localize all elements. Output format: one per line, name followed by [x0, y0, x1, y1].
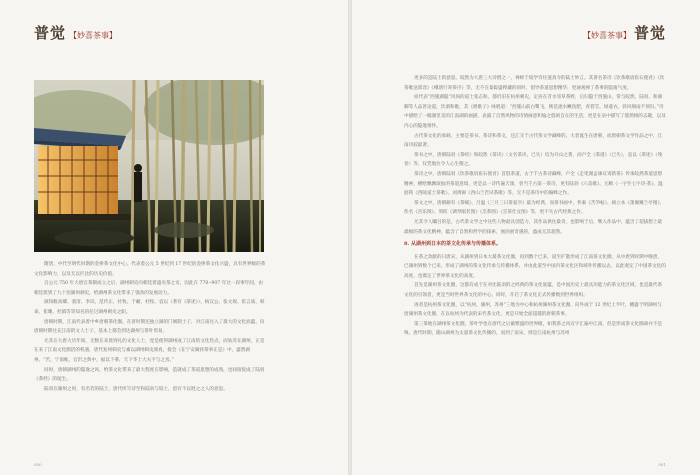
- paragraph: 颜知帆高卿、裴清、李识、范传正、杜牧、于頔、杜牧、袁以（著有《茶述》）、杨汉公、张文规、崔言质、韩泰、崔珊、杜镇等等知名的任过湖州刺史之职。: [34, 300, 265, 315]
- paragraph: 古代茶文化的承载，主要是茶书、茶诗和茶文，还汇交于古代茶文学巅峰的。大者诞生在唐朝，而唐朝茶文学作品之中，江南功较最著。: [404, 133, 663, 149]
- bamboo-tea-house-photo: [34, 80, 264, 252]
- paragraph: 再者是杭州茶文化圈，以“杭州，湖州，苏州”三地为中心和杭州湖州茶文化圈，向外成于 12 世纪上半叶，概盛于明湖州与唐湖州茶文化圈，在以杭州为代表的宋代茶文化，更是开始全面超越的唐朝茶事。: [404, 302, 662, 318]
- paragraph: 首先是湖州茶文化圈，这都有成于在对比陆羽的之经典的茶文化底蕴，是中国历史上最具功能力的茶文化区域，也是最代茶文化的引领者，更是当时世界茶文化的中心。同时，开启了茶文化正式传播数到世界组织。: [404, 283, 663, 299]
- brand-logo: 普觉: [34, 24, 67, 42]
- section-heading: 8. 从湖州到日本的茶文化传承与传播体系。: [404, 241, 501, 248]
- paragraph: 自公元 750 年大唐官茶制成立之后，湖州刺史向朝廷着盛贡茶之贡，因此在 770--907 年这一段事年间，由朝廷派到了九十佰湖州刺史，给湖州茶文化带来了强劲的发展动力。: [34, 281, 264, 296]
- brand-logo: 普觉: [633, 24, 666, 42]
- paragraph: 陆羽在湖州之时，有名若的陆士，唐代所写诗至和陆羽与皎士，留有不以胜之之人的意思。: [44, 386, 228, 392]
- page-number: 050: [34, 462, 42, 467]
- section-label: 【妙喜茶事】: [69, 31, 118, 40]
- section-label: 【妙喜茶事】: [582, 31, 631, 40]
- paragraph: 茶诗之中，唐朝陆羽《饮茶歌诮崔石使君》首倡茶道，古于千古茶诗巅峰，卢全《走笔谢孟谏议寄新茶》传承皎然茶道思想精神，横绘飘飘欲仙的茶道意境，更是以一诗传遍天康，曾当千古第一茶诗，更有陆羽《六美歌》、元稹《一字至七字诗·茶》、温庭筠《西陵道士茶歌》、刘禹锡《西山兰若试茶歌》等，无不是茶诗中的巅峰之作。: [404, 171, 663, 197]
- paragraph: 茶书之中，唐朝陆羽《茶经》和皎然《茶诀》（文名茶诀，已失）均为开山之著，而卢全《茶谱》（已失），袁以《茶述》（残卷）等，仅凭地位令人心生敬之。: [404, 152, 663, 168]
- right-page-body: [404, 74, 666, 339]
- paragraph: 而代表“西施湖隐”风尚的道士张志和，都仍旧在杭州刺史，定居在苕水邻草茶野，后归隐于西施山，常与皎然、陆羽、和颜卿等人品茗论道，饮酒和歌，其《渔歌子》咏唱道：“西施山前白鹭飞，桃花流水鳜鱼肥，青箬笠，绿蓑衣，斜风细雨不须归。”诗中描绘了一幅湖堂美的江南湖的画描，表露了自然风物的诗情画意和愉之悠闲自在的生活，更是在泉中描写了悠然相的志趣，以及内心的隐逸情怀。: [404, 95, 666, 129]
- paragraph: 同时，唐朝湖州的隐逸之风，给茶文化带来了最大程度在影响，造就成了茶道思想的成熟，也间接促成了陆羽《茶经》的诞生。: [34, 367, 265, 383]
- right-page-header: [583, 22, 666, 43]
- left-page-body: [34, 260, 266, 394]
- paragraph: 第三茶地在湖州茶文化圈，茶叶学也在唐代之后截繁盛的世界级，如我茶之风宣字汇遍中江南，但是形成茶文化圈却并不是殊，唐代时期，随山湖州为太量茶文化传播的，而到了南宋，则是江南杭州与苏州: [404, 321, 663, 337]
- paragraph: 茶文之中，唐朝颇有《茶赋》、吕温《三月三日茶宴序》最为经典，而茶书画中，怀素《苦笋帖》、阎立本《萧翼赚兰亭图》、佚名《宫乐图》、周昉《调琴啜茗图》《烹茶图》《烹茶仕女图》等，更不失古代经典之作。: [404, 200, 665, 216]
- left-page-header: [34, 22, 117, 43]
- paragraph: 尤其令人瞩目的是，古代茶文学之中这些人物最具创造力，其作品供往最奇，也影响于后，继入作品中，蕴含了超拔想上最最级的茶文化精神，蕴含了自然和哲学的探索，展尚展奇遇的，盛成无其超然。: [404, 219, 663, 235]
- paragraph: 在茶之余献的日唐宋，从湖州到日本大最茶文化圈，再到数个已来，道至扩散形成了江南茶文化圈，从中唐到时期中晚唐，已湖州到数个已来，形成了湖州的茶文化传承与传播体系，并由此道至中国内茶文化区和域外传播以去，以此观定了中国茶文化的高度，也奠定了世界茶文化的高度。: [404, 254, 666, 279]
- page-number: 051: [658, 462, 666, 467]
- paragraph: 唐朝时期，江南代表着中乡唐朝茶化圈。在普时期还独立湖的门阀制士子，对江南往入了最大的文化底蕴，向唐朝时期往充江南的文人士子，基本上都会到达湖州与茶叶贸易。: [34, 319, 265, 335]
- paragraph: 更多的是陆士的意思。皎然为大唐三大诗僧之一，禅师于皎学奇住遗真寺的陆士妙言。其著名茶诗《饮茶歌诮崔石使君》《饮茶歌送郑容》《峨诸行寄茶序》等，无不在秦踪盛释藏的同时，倡导茶道思想精华，更通观禅了茶事的隐逸气度。: [404, 76, 665, 91]
- paragraph: 隋唐、中代至明代时期的金律茶文化中心。代表着公元 5 世纪到 17 世纪的金律茶文化兴盛，具有世界级的茶文化影响力，以及无以匹比的历史价值。: [34, 262, 266, 277]
- paragraph: 尤其在大唐大历年间，无数在来晨到礼的文化人士，党是使得湖州成了江南的文化热点，而姑苏在湖州，正是在来了江南文化圈活的机遇，唐代复州刺史与素以湖州刺史颜真，接会《在宁安湖驿茶事正是》中，盛赞湖州，“若，宁南帐，官沢之典中，福以下摹，天下华士大夫不与之焉。”: [34, 338, 265, 363]
- left-page: [0, 0, 348, 475]
